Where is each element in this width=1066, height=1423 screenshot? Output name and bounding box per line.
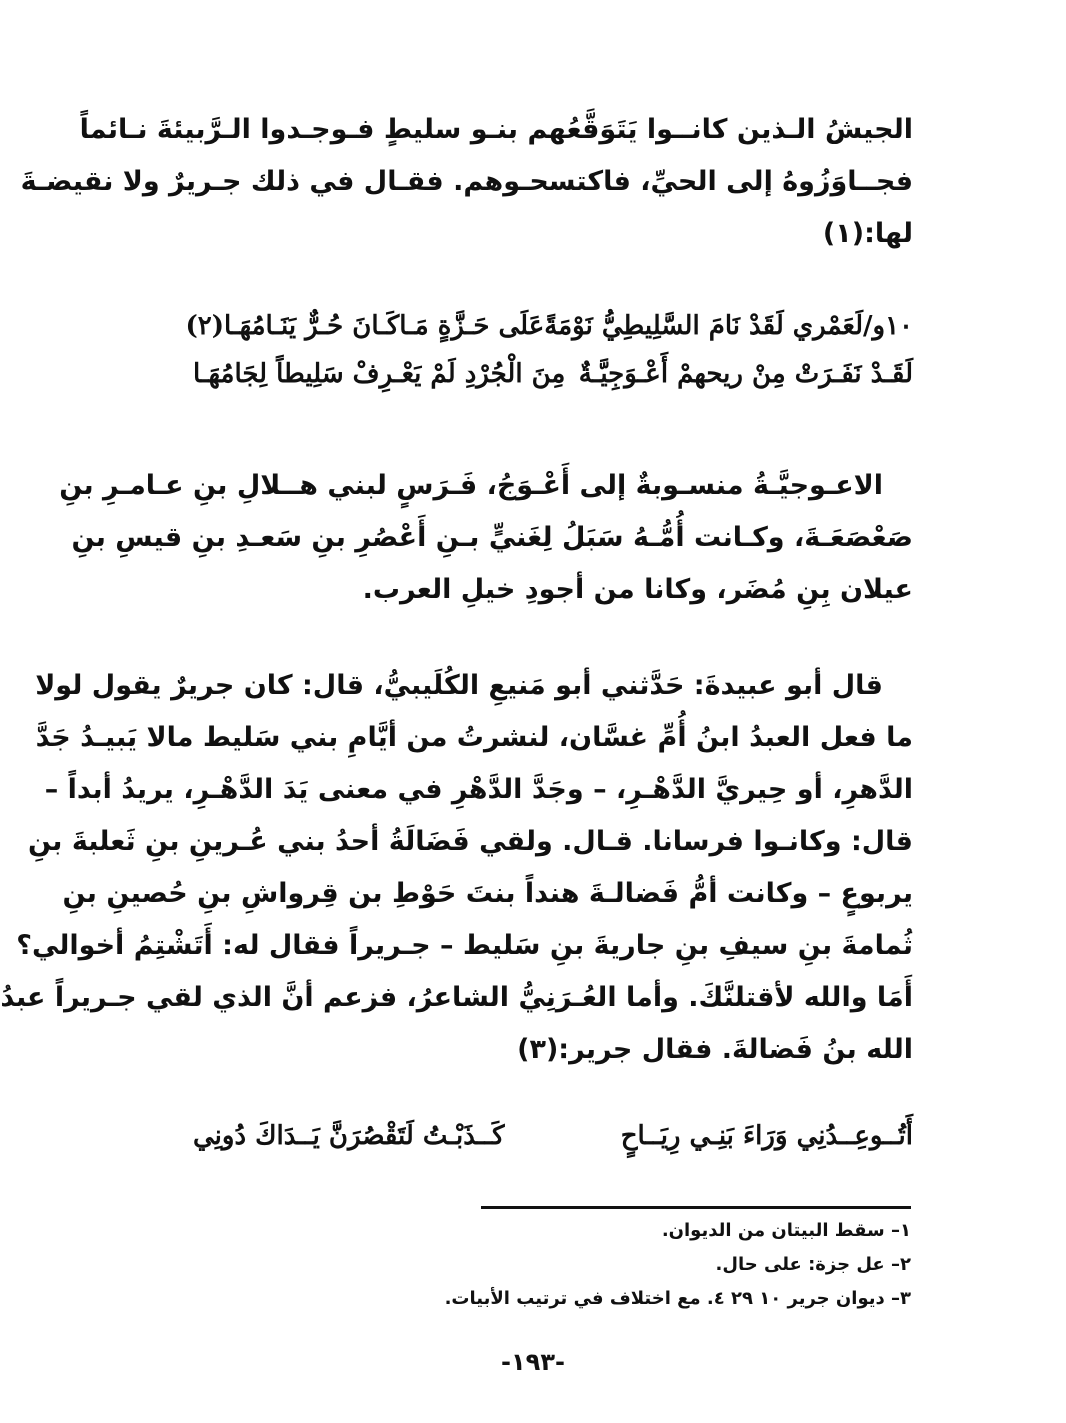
text-line: الدَّهرِ، أو حِيريَّ الدَّهْـرِ، – وجَدَّ الدَّهْرِ في معنى يَدَ الدَّهْـرِ، يريدُ أبداً – bbox=[44, 774, 913, 805]
verse-second-hemistich: عَلَى حَـزَّةٍ مَـاكَـانَ حُـرٌّ يَنَـامُهَـا(٢) bbox=[185, 311, 545, 341]
text-line: صَعْصَعَـةَ، وكـانت أُمُّـهُ سَبَلُ لِغَنيٍّ بـنِ أَعْصُرِ بنِ سَعـدِ بنِ قيسِ بنِ bbox=[71, 522, 913, 553]
footnotes bbox=[403, 1214, 911, 1316]
text-line: ثُمامةَ بنِ سيفِ بنِ جاريةَ بنِ سَليط – جـريراً فقال له: أَتَشْتِمُ أخوالي؟ bbox=[16, 930, 913, 961]
text-line: الله بنُ فَضالةَ. فقال جرير:(٣) bbox=[517, 1034, 913, 1065]
paragraph-raid bbox=[20, 104, 913, 260]
verse-line bbox=[193, 350, 913, 398]
footnote-item: ٣– ديوان جرير ١٠ ٢٩ ٤. مع اختلاف في ترتيب الأبيات. bbox=[444, 1288, 911, 1309]
text-line: لها:(١) bbox=[822, 218, 913, 249]
text-line: فجــاوَزُوهُ إلى الحيِّ، فاكتسحـوهم. فقـال في ذلك جـريرٌ ولا نقيضـةَ bbox=[20, 166, 913, 197]
text-line: قال: وكانـوا فرسانا. قـال. ولقي فَضَالَةُ أحدُ بني عُـرينِ بنِ ثَعلبةَ بنِ bbox=[27, 826, 913, 857]
text-line: أَمَا والله لأقتلنَّكَ. وأما العُـرَنِيُّ الشاعرُ، فزعم أنَّ الذي لقي جـريراً عبدُ bbox=[0, 982, 913, 1013]
verse-line bbox=[193, 1112, 913, 1160]
poem-block-second bbox=[193, 1112, 913, 1160]
verse-line bbox=[185, 302, 913, 350]
verse-second-hemistich: مِنَ الْجُرْدِ لَمْ يَعْـرِفْ سَلِيطاً لِجَامُهَـا bbox=[193, 359, 566, 389]
text-line: الاعـوجيَّـةُ منسـوبةٌ إلى أَعْـوَجُ، فَـرَسٍ لبني هــلالِ بنِ عـامـرِ بنِ bbox=[59, 470, 883, 501]
text-line: يربوعٍ – وكانت أمُّ فَضالـةَ هنداً بنتَ حَوْطِ بن قِرواشِ بنِ حُصينِ بنِ bbox=[62, 878, 913, 909]
footnote-divider bbox=[481, 1206, 911, 1209]
verse-first-hemistich: أَتُــوعِــدُنِي وَرَاءَ بَنِـي رِيَــاحٍ bbox=[620, 1121, 913, 1151]
footnote-item: ١– سقط البيتان من الديوان. bbox=[661, 1220, 911, 1241]
text-line: الجيشُ الـذين كانــوا يَتَوَقَّعُهم بنـو سليطٍ فـوجـدوا الـرَّبيئةَ نـائماً bbox=[79, 114, 913, 145]
paragraph-awjiyya-explanation bbox=[59, 460, 913, 616]
verse-first-hemistich: لَقَـدْ نَفَـرَتْ مِنْ ريحهمْ أَعْـوَجِيَّـةٌ bbox=[578, 359, 913, 389]
page-number: -١٩٣- bbox=[501, 1348, 565, 1376]
poem-block-first bbox=[185, 302, 913, 398]
paragraph-abu-ubayda-narration bbox=[0, 660, 913, 1076]
text-line: قال أبو عبيدةَ: حَدَّثني أبو مَنيعِ الكُلَيبيُّ، قال: كان جريرٌ يقول لولا bbox=[35, 670, 883, 701]
text-line: ما فعل العبدُ ابنُ أُمِّ غسَّان، لنشرتُ من أيَّامِ بني سَليط مالا يَبيـدُ جَدَّ bbox=[35, 722, 913, 753]
text-line: عيلان بِنِ مُضَر، وكانا من أجودِ خيلِ العرب. bbox=[362, 574, 913, 605]
verse-second-hemistich: كَــذَبْـتُ لَتَقْصُرَنَّ يَــدَاكَ دُونِي bbox=[193, 1121, 505, 1151]
verse-first-hemistich: ١٠و/لَعَمْري لَقَدْ نَامَ السَّلِيطِيُّ نَوْمَةً bbox=[544, 311, 913, 341]
footnote-item: ٢– عل جزة: على حال. bbox=[715, 1254, 911, 1275]
